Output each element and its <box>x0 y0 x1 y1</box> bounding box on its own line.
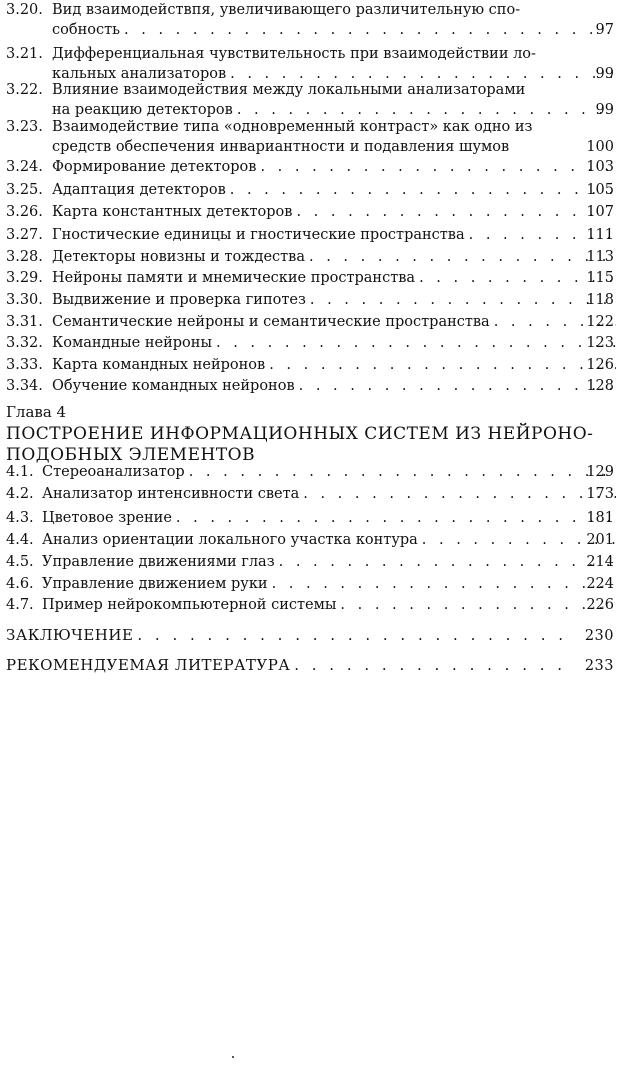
entry-number: 3.25. <box>6 182 43 198</box>
entry-page: 201 <box>586 532 614 548</box>
scan-speck <box>232 1056 234 1058</box>
entry-number: 3.22. <box>6 82 43 98</box>
toc-entry <box>6 376 620 396</box>
entry-page: 111 <box>586 227 614 243</box>
entry-title: Пример нейрокомпьютерной системы <box>42 597 337 613</box>
entry-number: 4.7. <box>6 597 34 613</box>
leader-dots <box>260 157 616 177</box>
toc-entry <box>6 268 620 288</box>
entry-title: РЕКОМЕНДУЕМАЯ ЛИТЕРАТУРА <box>6 656 291 674</box>
entry-number: 3.31. <box>6 314 43 330</box>
entry-page: 99 <box>595 66 614 82</box>
toc-entry <box>6 484 620 504</box>
entry-page: 123 <box>586 335 614 351</box>
entry-number: 3.24. <box>6 159 43 175</box>
toc-entry <box>6 247 620 267</box>
entry-title: Детекторы новизны и тождества <box>52 249 305 265</box>
entry-number: 3.28. <box>6 249 43 265</box>
leader-dots <box>296 202 616 222</box>
toc-entry <box>6 290 620 310</box>
entry-title: Семантические нейроны и семантические пространства <box>52 314 490 330</box>
chapter-title <box>6 424 593 466</box>
entry-page: 122 <box>586 314 614 330</box>
entry-page: 97 <box>595 22 614 38</box>
toc-entry <box>6 180 620 200</box>
toc-entry <box>6 574 620 594</box>
chapter-title-line: ПОДОБНЫХ ЭЛЕМЕНТОВ <box>6 445 256 465</box>
entry-title: Гностические единицы и гностические пространства <box>52 227 465 243</box>
entry-number: 4.3. <box>6 510 34 526</box>
entry-title: Стереоанализатор <box>42 464 185 480</box>
leader-dots <box>279 552 616 572</box>
entry-number: 3.32. <box>6 335 43 351</box>
entry-page: 173 <box>586 486 614 502</box>
leader-dots <box>230 180 616 200</box>
entry-page: 100 <box>586 139 614 155</box>
toc-entry <box>6 333 620 353</box>
entry-number: 3.33. <box>6 357 43 373</box>
entry-page: 230 <box>584 628 614 644</box>
entry-number: 3.21. <box>6 46 43 62</box>
toc-entry <box>6 312 620 332</box>
entry-page: 105 <box>586 182 614 198</box>
entry-page: 99 <box>595 102 614 118</box>
entry-page: 129 <box>586 464 614 480</box>
entry-number: 4.1. <box>6 464 34 480</box>
toc-entry <box>6 355 620 375</box>
leader-dots <box>310 290 616 310</box>
toc-entry <box>6 462 620 482</box>
entry-title: Обучение командных нейронов <box>52 378 295 394</box>
toc-entry <box>6 80 620 120</box>
toc-entry <box>6 225 620 245</box>
entry-title-cont: на реакцию детекторов <box>52 102 233 118</box>
toc-entry <box>6 202 620 222</box>
entry-number: 3.20. <box>6 2 43 18</box>
entry-number: 4.5. <box>6 554 34 570</box>
entry-title: ЗАКЛЮЧЕНИЕ <box>6 626 134 644</box>
entry-page: 126 <box>586 357 614 373</box>
entry-title: Дифференциальная чувствительность при взаимодействии ло- <box>52 46 536 62</box>
toc-entry <box>6 0 620 40</box>
entry-number: 3.29. <box>6 270 43 286</box>
entry-title-cont: средств обеспечения инвариантности и подавления шумов <box>52 139 510 155</box>
entry-page: 214 <box>586 554 614 570</box>
entry-number: 4.6. <box>6 576 34 592</box>
toc-literature <box>6 652 620 674</box>
leader-dots <box>176 508 616 528</box>
leader-dots <box>124 20 616 40</box>
leader-dots <box>137 626 576 644</box>
entry-title: Управление движениями глаз <box>42 554 275 570</box>
entry-title: Влияние взаимодействия между локальными анализаторами <box>52 82 526 98</box>
entry-number: 4.2. <box>6 486 34 502</box>
entry-page: 113 <box>586 249 614 265</box>
entry-number: 3.26. <box>6 204 43 220</box>
leader-dots <box>299 376 616 396</box>
leader-dots <box>340 595 616 615</box>
leader-dots <box>272 574 616 594</box>
leader-dots <box>303 484 616 504</box>
entry-title: Адаптация детекторов <box>52 182 226 198</box>
entry-number: 3.34. <box>6 378 43 394</box>
entry-page: 107 <box>586 204 614 220</box>
entry-number: 3.23. <box>6 119 43 135</box>
entry-page: 128 <box>586 378 614 394</box>
toc-entry <box>6 157 620 177</box>
entry-title: Командные нейроны <box>52 335 212 351</box>
entry-number: 3.27. <box>6 227 43 243</box>
toc-entry <box>6 595 620 615</box>
leader-dots <box>269 355 616 375</box>
entry-title: Выдвижение и проверка гипотез <box>52 292 306 308</box>
toc-entry <box>6 508 620 528</box>
entry-page: 233 <box>584 658 614 674</box>
leader-dots <box>216 333 616 353</box>
entry-number: 4.4. <box>6 532 34 548</box>
entry-page: 181 <box>586 510 614 526</box>
toc-entry <box>6 530 620 550</box>
entry-page: 226 <box>586 597 614 613</box>
entry-title: Вид взаимодействпя, увеличивающего различительную спо- <box>52 2 521 18</box>
entry-title-cont: кальных анализаторов <box>52 66 227 82</box>
toc-entry <box>6 44 620 84</box>
entry-title: Карта командных нейронов <box>52 357 266 373</box>
entry-title: Анализатор интенсивности света <box>42 486 300 502</box>
entry-page: 103 <box>586 159 614 175</box>
entry-title: Карта константных детекторов <box>52 204 293 220</box>
entry-page: 115 <box>586 270 614 286</box>
entry-page: 224 <box>586 576 614 592</box>
entry-title: Управление движением руки <box>42 576 268 592</box>
chapter-label: Глава 4 <box>6 403 67 421</box>
chapter-title-line: ПОСТРОЕНИЕ ИНФОРМАЦИОННЫХ СИСТЕМ ИЗ НЕЙРОНО- <box>6 424 594 444</box>
entry-title: Цветовое зрение <box>42 510 172 526</box>
leader-dots <box>309 247 616 267</box>
entry-title: Взаимодействие типа «одновременный контраст» как одно из <box>52 119 533 135</box>
leader-dots <box>189 462 616 482</box>
toc-entry <box>6 117 620 157</box>
entry-title: Нейроны памяти и мнемические пространства <box>52 270 416 286</box>
entry-number: 3.30. <box>6 292 43 308</box>
toc-conclusion <box>6 622 620 644</box>
entry-page: 118 <box>586 292 614 308</box>
entry-title: Анализ ориентации локального участка контура <box>42 532 418 548</box>
leader-dots <box>294 656 576 674</box>
entry-title: Формирование детекторов <box>52 159 257 175</box>
toc-entry <box>6 552 620 572</box>
entry-title-cont: собность <box>52 22 121 38</box>
